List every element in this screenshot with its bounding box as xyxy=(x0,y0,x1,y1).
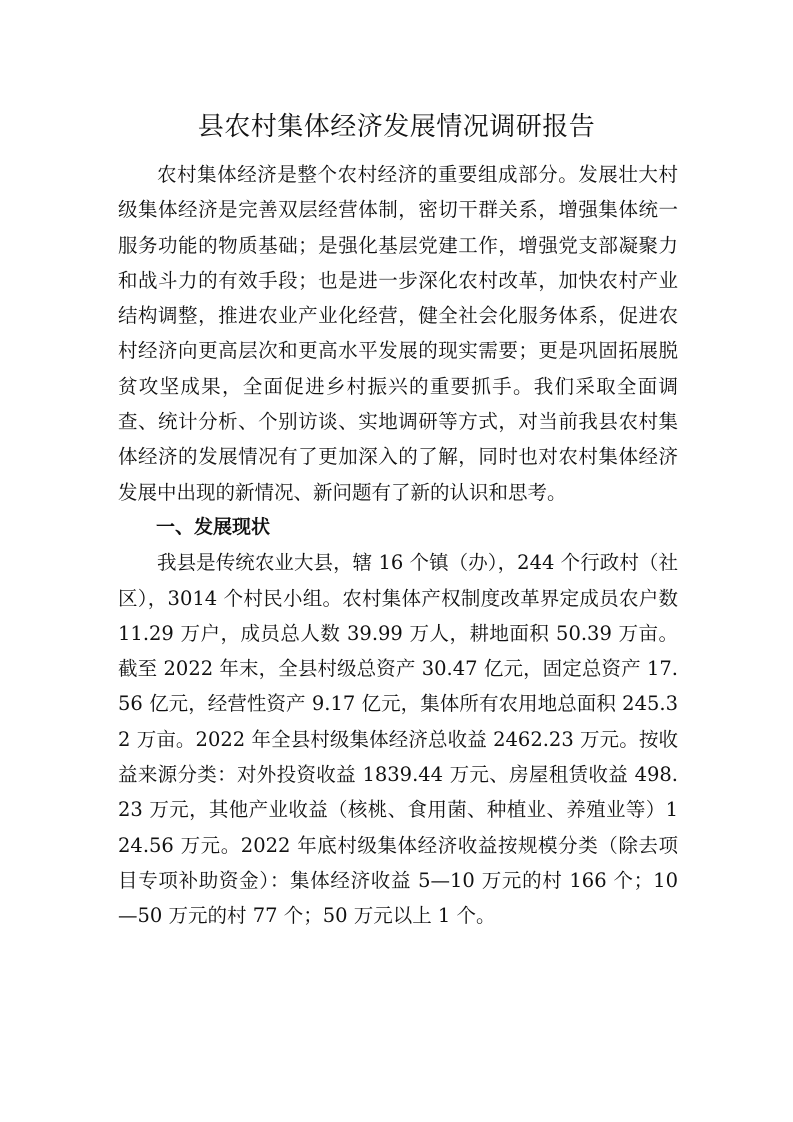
document-title: 县农村集体经济发展情况调研报告 xyxy=(197,112,596,142)
status-paragraph: 我县是传统农业大县，辖 16 个镇（办），244 个行政村（社区），3014 个村民小组。农村集体产权制度改革界定成员农户数 11.29 万户，成员总人数 39.99 万人，耕地面积 50.39 万亩。截至 2022 年末，全县村级总资产 30.47 亿元，固定总资产 17.56 亿元，经营性资产 9.17 亿元，集体所有农用地总面积 245.32 万亩。2022 年全县村级集体经济总收益 2462.23 万元。按收益来源分类：对外投资收益 1839.44 万元、房屋租赁收益 498.23 万元，其他产业收益（核桃、食用菌、种植业、养殖业等）124.56 万元。2022 年底村级集体经济收益按规模分类（除去项目专项补助资金）：集体经济收益 5—10 万元的村 166 个；10—50 万元的村 77 个；50 万元以上 1 个。 xyxy=(118,551,678,928)
section-heading-development-status: 一、发展现状 xyxy=(156,515,271,538)
intro-paragraph: 农村集体经济是整个农村经济的重要组成部分。发展壮大村级集体经济是完善双层经营体制，密切干群关系，增强集体统一服务功能的物质基础；是强化基层党建工作，增强党支部凝聚力和战斗力的有效手段；也是进一步深化农村改革，加快农村产业结构调整，推进农业产业化经营，健全社会化服务体系，促进农村经济向更高层次和更高水平发展的现实需要；更是巩固拓展脱贫攻坚成果，全面促进乡村振兴的重要抓手。我们采取全面调查、统计分析、个别访谈、实地调研等方式，对当前我县农村集体经济的发展情况有了更加深入的了解，同时也对农村集体经济发展中出现的新情况、新问题有了新的认识和思考。 xyxy=(118,163,678,504)
document-body xyxy=(118,157,678,934)
